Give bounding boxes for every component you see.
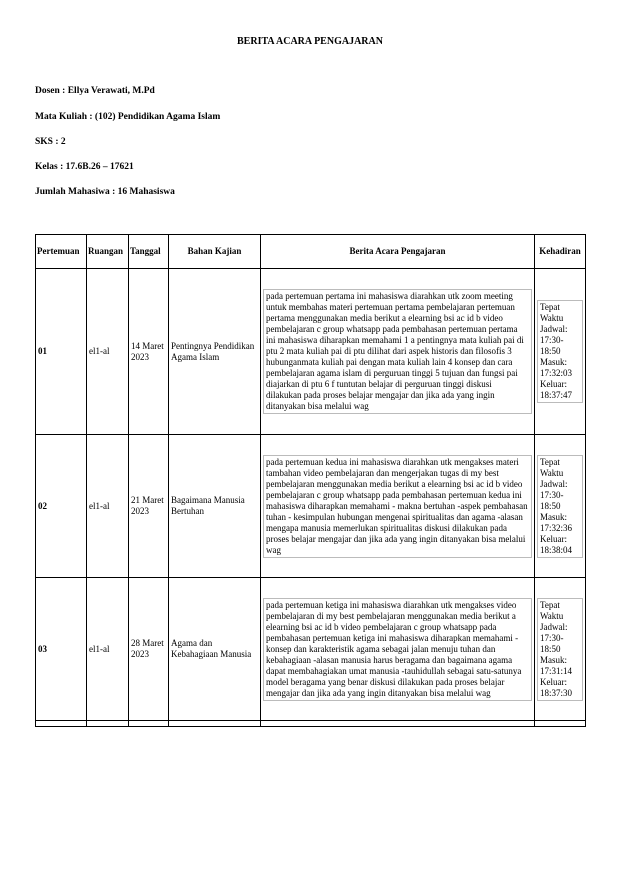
table-row [36,269,586,435]
header-pertemuan: Pertemuan [36,235,87,269]
continuation-cell [129,721,169,727]
cell-pertemuan: 02 [36,435,87,578]
cell-berita-acara [261,435,535,578]
cell-bahan-kajian: Bagaimana Manusia Bertuhan [169,435,261,578]
continuation-cell [169,721,261,727]
kehadiran-text: Tepat Waktu Jadwal: 17:30- 18:50 Masuk: 17:32:36 Keluar: 18:38:04 [537,455,583,558]
header-bahan-kajian: Bahan Kajian [169,235,261,269]
cell-bahan-kajian: Agama dan Kebahagiaan Manusia [169,578,261,721]
berita-acara-text: pada pertemuan pertama ini mahasiswa diarahkan utk zoom meeting untuk membahas materi pertemuan pertama pembelajaran pertemuan pertama menggunakan media berikut a elearning bsi ac id b video pembelajaran c group whatsapp pada pembahasan pertemuan pertama ini mahasiswa diharapkan memahami 1 a pentingnya mata kuliah pai di ptu 2 mata kuliah pai di ptu dilihat dari aspek historis dan filosofis 3 hubunganmata kuliah pai dengan mata kuliah lain 4 konsep dan cara pembelajaran agama islam di perguruan tinggi 5 tujuan dan fungsi pai diajarkan di ptu 6 f tuntutan belajar di perguruan tinggi diskusi dilakukan pada proses belajar mengajar dan jika ada yang ingin ditanyakan bisa melalui wag [263,289,532,414]
header-ruangan: Ruangan [87,235,129,269]
cell-berita-acara [261,578,535,721]
cell-tanggal: 14 Maret 2023 [129,269,169,435]
cell-bahan-kajian: Pentingnya Pendidikan Agama Islam [169,269,261,435]
table-continuation-row [36,721,586,727]
header-tanggal: Tanggal [129,235,169,269]
continuation-cell [36,721,87,727]
dosen-line: Dosen : Ellya Verawati, M.Pd [35,86,155,96]
kelas-line: Kelas : 17.6B.26 – 17621 [35,162,134,172]
header-kehadiran: Kehadiran [535,235,586,269]
cell-ruangan: el1-al [87,435,129,578]
cell-pertemuan: 01 [36,269,87,435]
cell-tanggal: 28 Maret 2023 [129,578,169,721]
table-row [36,578,586,721]
cell-ruangan: el1-al [87,269,129,435]
cell-berita-acara [261,269,535,435]
continuation-cell [535,721,586,727]
mata-kuliah-line: Mata Kuliah : (102) Pendidikan Agama Islam [35,112,221,122]
cell-kehadiran [535,269,586,435]
continuation-cell [261,721,535,727]
sks-line: SKS : 2 [35,137,66,147]
cell-pertemuan: 03 [36,578,87,721]
cell-ruangan: el1-al [87,578,129,721]
berita-acara-text: pada pertemuan kedua ini mahasiswa diarahkan utk mengakses materi tambahan video pembelajaran dan mengerjakan tugas di my best pembelajaran menggunakan media berikut a elearning bsi ac id b video pembelajaran c group whatsapp pada pembahasan pertemuan kedua ini mahasiswa diharapkan memahami - makna bertuhan -aspek pembahasan tuhan - kesimpulan hubungan mengenai spiritualitas dan agama -alasan mengapa manusia memerlukan spiritualitas diskusi dilakukan pada proses belajar mengajar dan jika ada yang ingin ditanyakan bisa melalui wag [263,455,532,558]
berita-acara-table [35,234,586,727]
table-header-row [36,235,586,269]
continuation-cell [87,721,129,727]
kehadiran-text: Tepat Waktu Jadwal: 17:30- 18:50 Masuk: 17:31:14 Keluar: 18:37:30 [537,598,583,701]
berita-acara-text: pada pertemuan ketiga ini mahasiswa diarahkan utk mengakses video pembelajaran di my best pembelajaran menggunakan media berikut a elearning bsi ac id b video pembelajaran c group whatsapp pada pembahasan pertemuan ketiga ini mahasiswa diharapkan memahami -konsep dan karakteristik agama sebagai jalan menuju tuhan dan kebahagiaan -alasan manusia harus beragama dan bagaimana agama dapat membahagiakan umat manusia -tauhidullah sebagai satu-satunya model beragama yang benar diskusi dilakukan pada proses belajar mengajar dan jika ada yang ingin ditanyakan bisa melalui wag [263,598,532,701]
document-title: BERITA ACARA PENGAJARAN [237,36,383,47]
cell-kehadiran [535,435,586,578]
header-berita-acara: Berita Acara Pengajaran [261,235,535,269]
cell-kehadiran [535,578,586,721]
table-row [36,435,586,578]
cell-tanggal: 21 Maret 2023 [129,435,169,578]
kehadiran-text: Tepat Waktu Jadwal: 17:30- 18:50 Masuk: 17:32:03 Keluar: 18:37:47 [537,300,583,403]
jumlah-mahasiswa-line: Jumlah Mahasiwa : 16 Mahasiswa [35,187,175,197]
